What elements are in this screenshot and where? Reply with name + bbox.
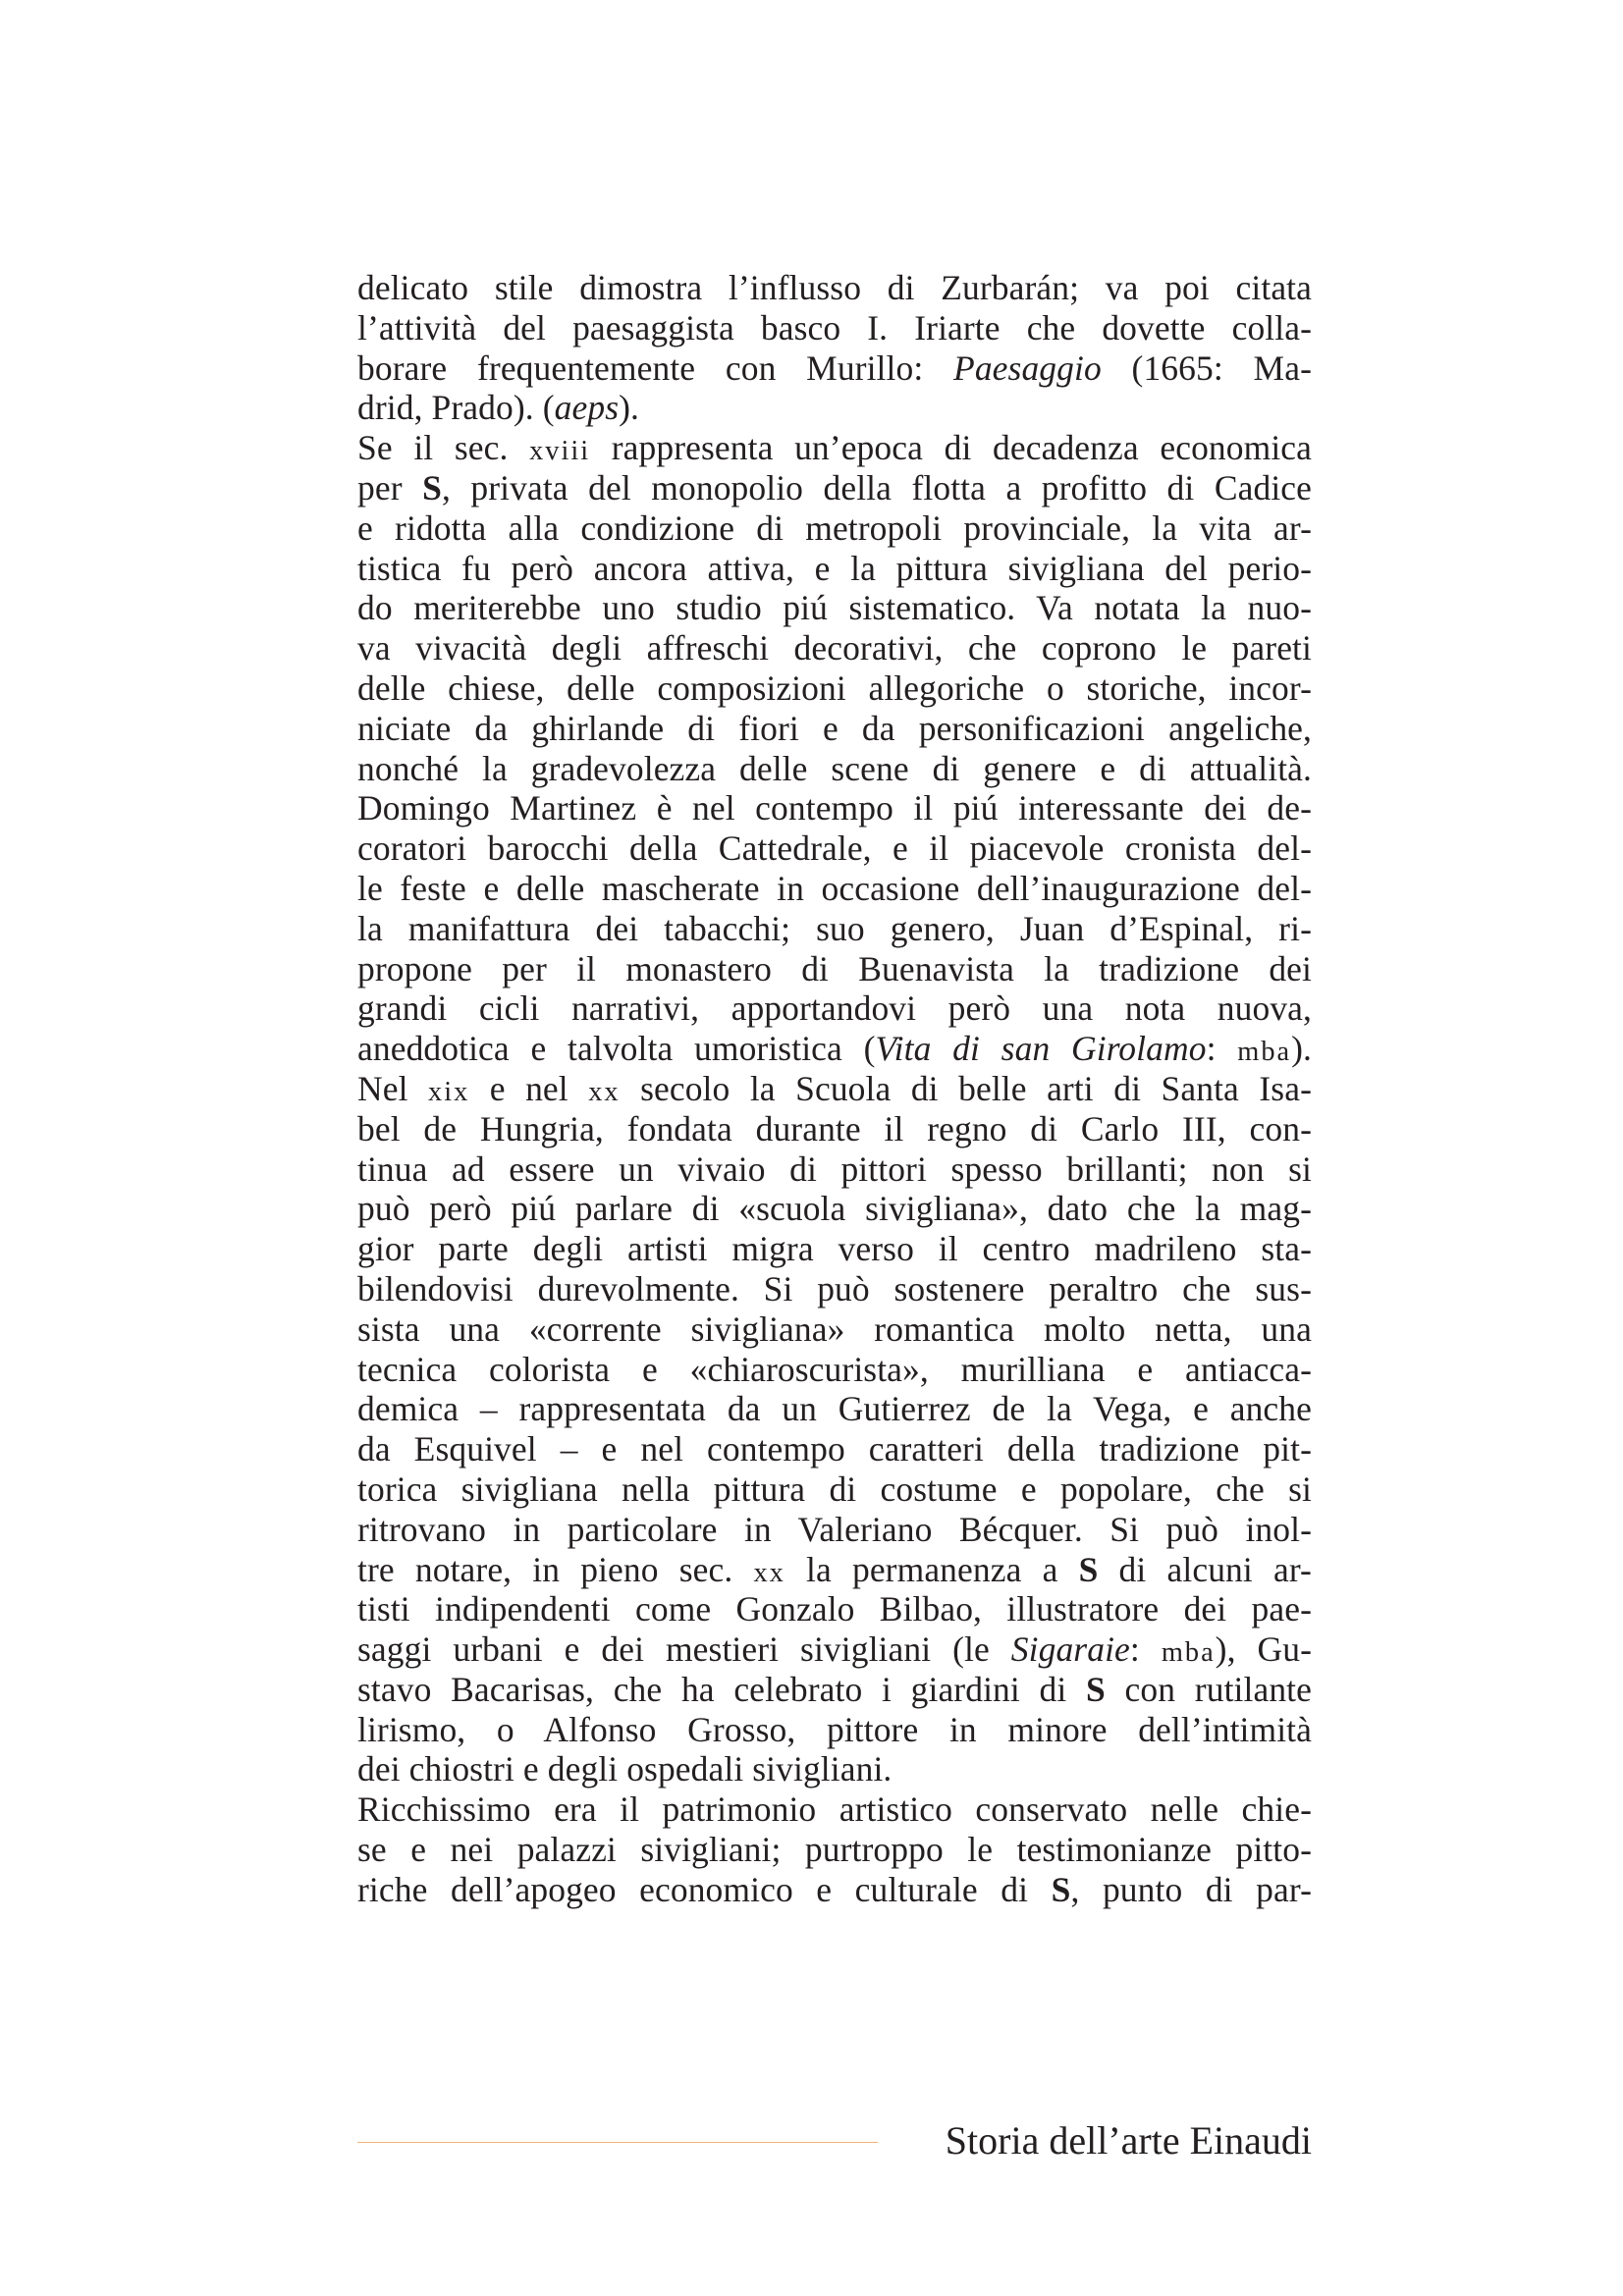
text-line <box>357 588 1312 628</box>
small-caps-run: xx <box>753 1557 785 1588</box>
text-run: da Esquivel – e nel contempo caratteri della tradizione pit- <box>357 1429 1312 1469</box>
text-run: Ricchissimo era il patrimonio artistico conservato nelle chie- <box>357 1789 1312 1830</box>
text-line <box>357 1710 1312 1750</box>
text-line <box>357 1510 1312 1550</box>
small-caps-run: mba <box>1237 1037 1292 1068</box>
text-run: secolo la Scuola di belle arti di Santa Isa- <box>620 1068 1312 1108</box>
text-line <box>357 1830 1312 1870</box>
text-line <box>357 1069 1312 1109</box>
text-line <box>357 1469 1312 1510</box>
text-run: e ridotta alla condizione di metropoli provinciale, la vita ar- <box>357 507 1312 548</box>
text-run: ). <box>1291 1029 1312 1069</box>
text-run: ). <box>619 388 640 428</box>
italic-run: Vita di san Girolamo <box>875 1029 1207 1069</box>
text-run: e nel <box>469 1068 589 1108</box>
text-run: aneddotica e talvolta umoristica ( <box>357 1029 876 1069</box>
text-run: per <box>357 467 423 507</box>
italic-run: Sigaraie <box>1010 1629 1130 1670</box>
text-run: Domingo Martinez è nel contempo il piú interessante dei de- <box>357 788 1312 828</box>
text-run: : <box>1129 1629 1162 1670</box>
text-run: grandi cicli narrativi, apportandovi però una nota nuova, <box>357 988 1312 1029</box>
body-text <box>357 268 1312 1910</box>
text-run: la permanenza a <box>784 1549 1079 1589</box>
text-run: di alcuni ar- <box>1098 1549 1312 1589</box>
text-run: con rutilante <box>1105 1669 1312 1709</box>
text-run: borare frequentemente con Murillo: <box>357 347 954 388</box>
text-line <box>357 428 1312 468</box>
footer-rule <box>357 2142 878 2143</box>
text-run: sista una «corrente sivigliana» romantica molto netta, una <box>357 1308 1312 1349</box>
text-line <box>357 709 1312 749</box>
text-run: demica – rappresentata da un Gutierrez de la Vega, e anche <box>357 1389 1312 1429</box>
text-line <box>357 1029 1312 1069</box>
text-run: saggi urbani e dei mestieri sivigliani (le <box>357 1629 1011 1670</box>
text-line <box>357 1109 1312 1149</box>
small-caps-run: xx <box>588 1076 621 1107</box>
text-run: Se il sec. <box>357 428 530 468</box>
text-line <box>357 508 1312 549</box>
text-run: va vivacità degli affreschi decorativi, che coprono le pareti <box>357 628 1312 668</box>
text-run: l’attività del paesaggista basco I. Iriarte che dovette colla- <box>357 307 1312 347</box>
text-line <box>357 909 1312 949</box>
text-run: tecnica colorista e «chiaroscurista», murilliana e antiacca- <box>357 1349 1312 1389</box>
italic-run: aeps <box>554 388 620 428</box>
text-run: delle chiese, delle composizioni allegoriche o storiche, incor- <box>357 667 1312 708</box>
text-run: niciate da ghirlande di fiori e da personificazioni angeliche, <box>357 708 1312 748</box>
text-run: : <box>1206 1029 1238 1069</box>
bold-run: S <box>1078 1549 1099 1589</box>
text-line <box>357 1749 1312 1789</box>
italic-run: Paesaggio <box>953 347 1102 388</box>
text-run: nonché la gradevolezza delle scene di genere e di attualità. <box>357 748 1312 788</box>
text-run: stavo Bacarisas, che ha celebrato i giardini di <box>357 1669 1087 1709</box>
text-run: tisti indipendenti come Gonzalo Bilbao, illustratore dei pae- <box>357 1589 1312 1629</box>
text-line <box>357 268 1312 308</box>
text-run: tistica fu però ancora attiva, e la pittura sivigliana del perio- <box>357 548 1312 588</box>
text-line <box>357 1629 1312 1670</box>
text-run: può però piú parlare di «scuola sivigliana», dato che la mag- <box>357 1189 1312 1229</box>
text-run: do meriterebbe uno studio piú sistematico. Va notata la nuo- <box>357 588 1312 628</box>
text-line <box>357 1309 1312 1350</box>
text-line <box>357 869 1312 909</box>
text-line <box>357 749 1312 789</box>
text-line <box>357 1189 1312 1229</box>
text-line <box>357 668 1312 709</box>
text-line <box>357 1350 1312 1390</box>
text-line <box>357 1149 1312 1190</box>
text-run: lirismo, o Alfonso Grosso, pittore in minore dell’intimità <box>357 1709 1312 1749</box>
small-caps-run: mba <box>1161 1637 1216 1669</box>
text-run: le feste e delle mascherate in occasione dell’inaugurazione del- <box>357 868 1312 908</box>
bold-run: S <box>1086 1669 1106 1709</box>
small-caps-run: xviii <box>529 436 591 467</box>
footer-title: Storia dell’arte Einaudi <box>945 2118 1312 2163</box>
text-run: se e nei palazzi sivigliani; purtroppo le testimonianze pitto- <box>357 1830 1312 1870</box>
text-run: gior parte degli artisti migra verso il centro madrileno sta- <box>357 1229 1312 1269</box>
text-run: propone per il monastero di Buenavista la tradizione dei <box>357 948 1312 988</box>
text-line <box>357 949 1312 989</box>
text-run: riche dell’apogeo economico e culturale di <box>357 1869 1052 1909</box>
text-line <box>357 388 1312 428</box>
text-run: drid, Prado). ( <box>357 388 555 428</box>
bold-run: S <box>1051 1869 1071 1909</box>
text-line <box>357 468 1312 508</box>
text-run: tinua ad essere un vivaio di pittori spesso brillanti; non si <box>357 1148 1312 1189</box>
text-line <box>357 1789 1312 1830</box>
text-run: tre notare, in pieno sec. <box>357 1549 754 1589</box>
text-run: , privata del monopolio della flotta a profitto di Cadice <box>441 467 1312 507</box>
text-line <box>357 1229 1312 1269</box>
text-line <box>357 308 1312 348</box>
text-run: ), Gu- <box>1215 1629 1312 1670</box>
bold-run: S <box>422 467 442 507</box>
text-run: bel de Hungria, fondata durante il regno di Carlo III, con- <box>357 1108 1312 1148</box>
text-run: , punto di par- <box>1070 1869 1312 1909</box>
text-run: dei chiostri e degli ospedali sivigliani. <box>357 1749 893 1789</box>
text-run: (1665: Ma- <box>1101 347 1312 388</box>
text-line <box>357 1670 1312 1710</box>
text-run: rappresenta un’epoca di decadenza economica <box>590 428 1313 468</box>
text-run: Nel <box>357 1068 429 1108</box>
text-line <box>357 628 1312 668</box>
text-line <box>357 1269 1312 1309</box>
text-line <box>357 549 1312 589</box>
text-run: coratori barocchi della Cattedrale, e il piacevole cronista del- <box>357 828 1312 869</box>
text-line <box>357 1589 1312 1629</box>
text-run: torica sivigliana nella pittura di costume e popolare, che si <box>357 1468 1312 1509</box>
text-line <box>357 1389 1312 1429</box>
text-line <box>357 1429 1312 1469</box>
text-line <box>357 348 1312 389</box>
text-line <box>357 1550 1312 1590</box>
text-run: delicato stile dimostra l’influsso di Zurbarán; va poi citata <box>357 268 1312 307</box>
text-run: bilendovisi durevolmente. Si può sostenere peraltro che sus- <box>357 1268 1312 1308</box>
text-line <box>357 828 1312 869</box>
small-caps-run: xix <box>428 1076 470 1107</box>
text-line <box>357 1870 1312 1910</box>
text-line <box>357 988 1312 1029</box>
text-line <box>357 788 1312 828</box>
text-run: la manifattura dei tabacchi; suo genero, Juan d’Espinal, ri- <box>357 908 1312 948</box>
text-run: ritrovano in particolare in Valeriano Bécquer. Si può inol- <box>357 1509 1312 1549</box>
